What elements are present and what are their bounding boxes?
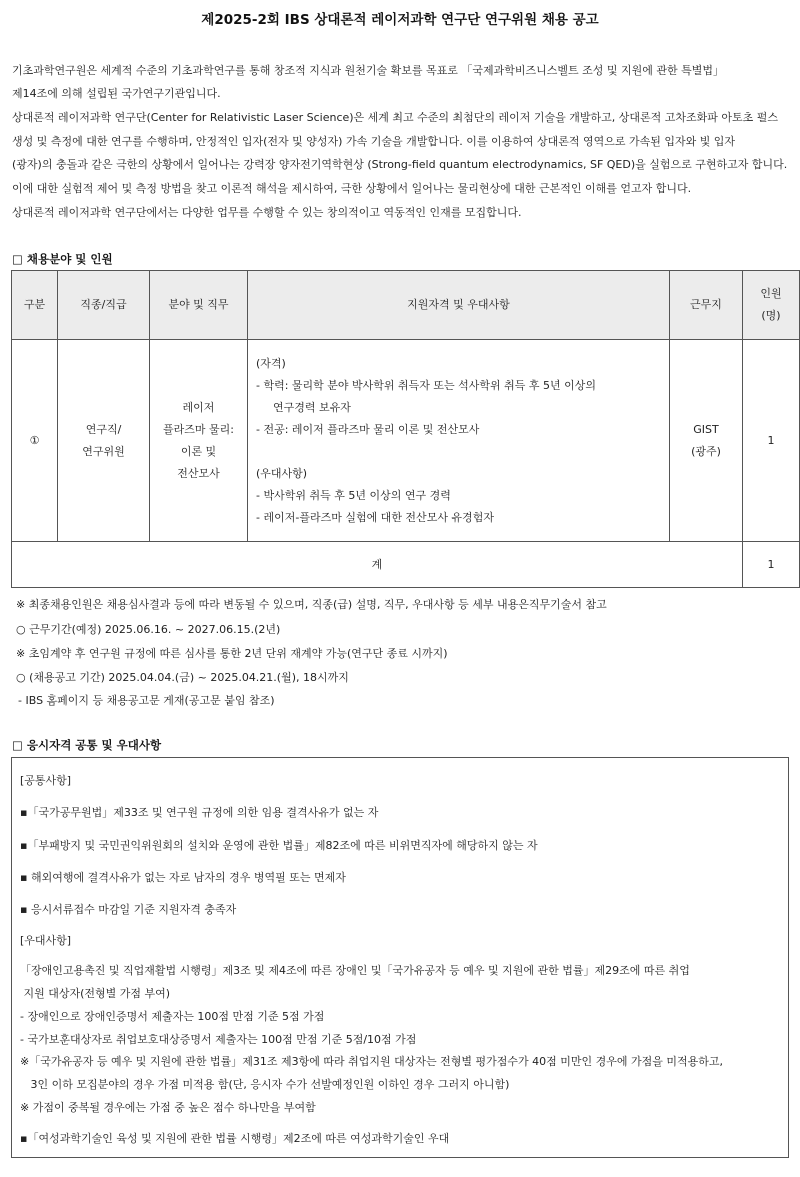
pref-line: 「장애인고용촉진 및 직업재활법 시행령」제3조 및 제4조에 따른 장애인 및「국가유공자 등 예우 및 지원에 관한 법률」제29조에 따른 취업 [20,964,690,977]
table-row [12,340,800,542]
pref-line: 지원 대상자(전형별 가점 부여) [20,987,171,1000]
intro-line: 기초과학연구원은 세계적 수준의 기초과학연구를 통해 창조적 지식과 원천기술 확보를 목표로 「국제과학비즈니스벨트 조성 및 지원에 관한 특별법」 [12,64,725,77]
cell-count: 1 [743,340,800,542]
table-total-row [12,542,800,588]
pref-heading: (우대사항) [256,466,308,480]
cell-no: ① [12,340,58,542]
note-line: ○ (채용공고 기간) 2025.04.04.(금) ~ 2025.04.21.(월), 18시까지 [16,671,349,684]
note-line: ○ 근무기간(예정) 2025.06.16. ~ 2027.06.15.(2년) [16,623,281,636]
total-label: 계 [12,542,743,588]
header-field: 분야 및 직무 [150,271,248,340]
cell-location: GIST (광주) [670,340,743,542]
pref-line: - 장애인으로 장애인증명서 제출자는 100점 만점 기준 5점 가점 [20,1010,325,1023]
note-line: ※ 초임계약 후 연구원 규정에 따른 심사를 통한 2년 단위 재계약 가능(연구단 종료 시까지) [16,647,448,660]
intro-line: 이에 대한 실험적 제어 및 측정 방법을 찾고 이론적 해석을 제시하여, 극한 상황에서 일어나는 물리현상에 대한 근본적인 이해를 얻고자 합니다. [12,182,692,195]
pref-item: - 박사학위 취득 후 5년 이상의 연구 경력 [256,488,451,502]
intro-line: 상대론적 레이저과학 연구단(Center for Relativistic Laser Science)은 세계 최고 수준의 최첨단의 레이저 기술을 개발하고, 상대론적 고차조화파 아토초 펄스 [12,111,779,124]
intro-line: 상대론적 레이저과학 연구단에서는 다양한 업무를 수행할 수 있는 창의적이고 역동적인 인재를 모집합니다. [12,206,522,219]
list-item: ▪「국가공무원법」제33조 및 연구원 규정에 의한 임용 결격사유가 없는 자 [20,806,379,819]
cell-field: 레이저 플라즈마 물리: 이론 및 전산모사 [150,340,248,542]
pref-line: ※ 가점이 중복될 경우에는 가점 중 높은 점수 하나만을 부여함 [20,1101,316,1114]
cell-job: 연구직/ 연구위원 [58,340,150,542]
note-line: - IBS 홈페이지 등 채용공고문 게재(공고문 붙임 참조) [18,694,275,707]
header-count: 인원 (명) [743,271,800,340]
intro-line: (광자)의 충돌과 같은 극한의 상황에서 일어나는 강력장 양자전기역학현상 (Strong-field quantum electrodynamics, SF QED)을 실험으로 구현하고자 합니다. [12,158,788,171]
list-item: ▪「여성과학기술인 육성 및 지원에 관한 법률 시행령」제2조에 따른 여성과학기술인 우대 [20,1132,450,1145]
recruitment-table [11,270,800,588]
pref-line: 3인 이하 모집분야의 경우 가점 미적용 함(단, 응시자 수가 선발예정인원 이하인 경우 그러지 아니함) [20,1078,510,1091]
header-no: 구분 [12,271,58,340]
pref-line: ※「국가유공자 등 예우 및 지원에 관한 법률」제31조 제3항에 따라 취업지원 대상자는 전형별 평가점수가 40점 미만인 경우에 가점을 미적용하고, [20,1055,723,1068]
intro-line: 생성 및 측정에 대한 연구를 수행하며, 안정적인 입자(전자 및 양성자) 가속 기술을 개발합니다. 이를 이용하여 상대론적 영역으로 가속된 입자와 빛 입자 [12,135,736,148]
page-title: 제2025-2회 IBS 상대론적 레이저과학 연구단 연구위원 채용 공고 [201,12,599,28]
qual-item: - 전공: 레이저 플라즈마 물리 이론 및 전산모사 [256,422,480,436]
cell-qualification [248,340,670,542]
common-heading: [공통사항] [20,774,72,787]
header-job: 직종/직급 [58,271,150,340]
section-heading-recruitment: □ 채용분야 및 인원 [12,252,113,266]
table-header-row [12,271,800,340]
section-heading-eligibility: □ 응시자격 공통 및 우대사항 [12,738,162,752]
eligibility-box [11,757,789,1158]
qual-item: - 학력: 물리학 분야 박사학위 취득자 또는 석사학위 취득 후 5년 이상의 [256,378,597,392]
pref-line: - 국가보훈대상자로 취업보호대상증명서 제출자는 100점 만점 기준 5점/10점 가점 [20,1033,417,1046]
note-line: ※ 최종채용인원은 채용심사결과 등에 따라 변동될 수 있으며, 직종(급) 설명, 직무, 우대사항 등 세부 내용은직무기술서 참고 [16,598,607,611]
header-location: 근무지 [670,271,743,340]
pref-heading: [우대사항] [20,934,72,947]
header-qualification: 지원자격 및 우대사항 [248,271,670,340]
intro-line: 제14조에 의해 설립된 국가연구기관입니다. [12,87,221,100]
list-item: ▪「부패방지 및 국민권익위원회의 설치와 운영에 관한 법률」제82조에 따른 비위면직자에 해당하지 않는 자 [20,839,538,852]
list-item: ▪ 해외여행에 결격사유가 없는 자로 남자의 경우 병역필 또는 면제자 [20,871,346,884]
total-count: 1 [743,542,800,588]
pref-item: - 레이저-플라즈마 실험에 대한 전산모사 유경험자 [256,510,494,524]
list-item: ▪ 응시서류접수 마감일 기준 지원자격 충족자 [20,903,237,916]
qual-heading: (자격) [256,356,286,370]
qual-item-cont: 연구경력 보유자 [273,400,351,414]
